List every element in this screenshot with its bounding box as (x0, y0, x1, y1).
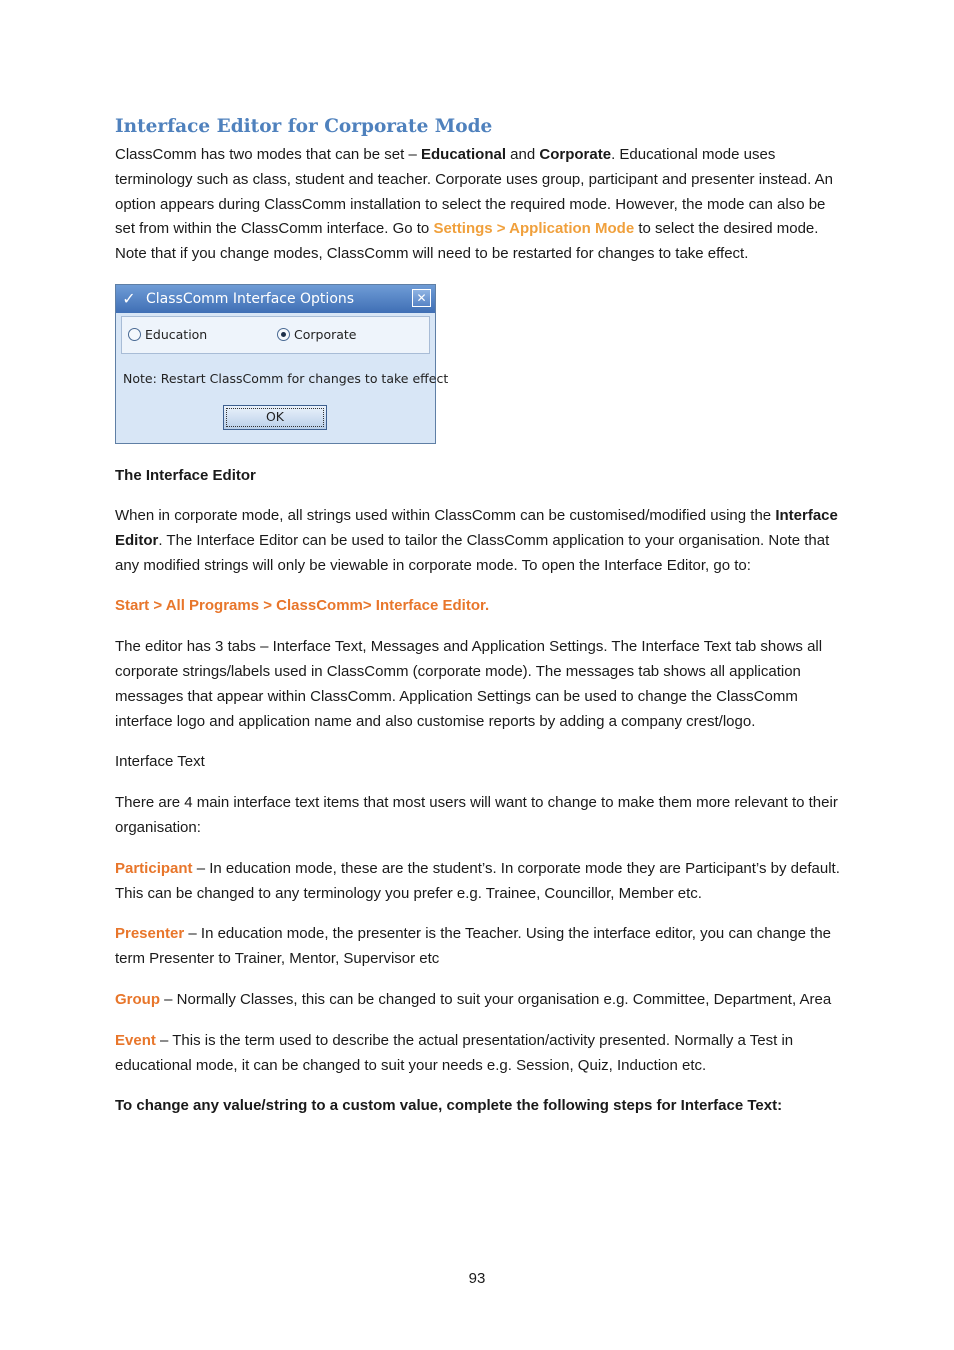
item-participant (115, 857, 843, 907)
radio-education-label: Education (145, 326, 208, 342)
editor-bold: Interface Editor (115, 506, 838, 549)
item-desc: – In education mode, the presenter is the Teacher. Using the interface editor, you can change the term Presenter to Trainer, Mentor, Supervisor etc (115, 925, 832, 968)
item-presenter (115, 922, 843, 972)
item-group (115, 988, 843, 1013)
check-icon: ✓ (122, 288, 136, 308)
steps-heading: To change any value/string to a custom value, complete the following steps for Interface Text: (115, 1097, 783, 1115)
close-icon[interactable]: ✕ (412, 289, 431, 307)
page-number: 93 (468, 1270, 486, 1287)
section-heading: Interface Editor for Corporate Mode (115, 116, 493, 137)
dialog-titlebar (116, 285, 435, 313)
start-menu-path: Start > All Programs > ClassComm> Interface Editor. (115, 597, 490, 615)
item-desc: – This is the term used to describe the actual presentation/activity presented. Normally a Test in educational mode, it can be changed to suit your needs e.g. Session, Quiz, Induction etc. (115, 1031, 794, 1074)
tabs-paragraph: The editor has 3 tabs – Interface Text, Messages and Application Settings. The Interface Text tab shows all corporate strings/labels used in ClassComm (corporate mode). The messages tab shows all application messages that appear within ClassComm. Application Settings can be used to change the ClassComm interface logo and application name and also customise reports by adding a company crest/logo. (115, 638, 823, 730)
interface-text-label: Interface Text (115, 753, 205, 771)
items-intro: There are 4 main interface text items that most users will want to change to make them more relevant to their organisation: (115, 794, 838, 836)
editor-heading: The Interface Editor (115, 466, 256, 484)
restart-note: Note: Restart ClassComm for changes to take effect (123, 370, 449, 386)
editor-paragraph (115, 504, 843, 578)
item-event (115, 1029, 843, 1079)
radio-option-corporate[interactable] (277, 327, 357, 342)
item-desc: – In education mode, these are the student’s. In corporate mode they are Participant’s by default. This can be changed to any terminology you prefer e.g. Trainee, Councillor, Member etc. (115, 859, 840, 902)
dialog-title: ClassComm Interface Options (146, 290, 355, 307)
ok-button[interactable]: OK (223, 405, 327, 430)
intro-text: ClassComm has two modes that can be set – (115, 146, 421, 163)
item-term: Event (115, 1031, 156, 1049)
radio-corporate-label: Corporate (294, 326, 357, 342)
intro-text: and (506, 146, 540, 163)
radio-option-education[interactable] (128, 327, 207, 342)
intro-paragraph (115, 143, 843, 267)
item-desc: – Normally Classes, this can be changed to suit your organisation e.g. Committee, Department, Area (160, 990, 832, 1008)
item-term: Presenter (115, 925, 185, 943)
radio-corporate[interactable] (277, 328, 290, 341)
intro-corporate: Corporate (539, 146, 612, 163)
item-term: Participant (115, 859, 193, 877)
radio-education[interactable] (128, 328, 141, 341)
intro-text: to select the desired mode. Note that if you change modes, ClassComm will need to be restarted for changes to take effect. (115, 220, 819, 263)
interface-options-dialog (115, 284, 449, 444)
document-page (115, 113, 843, 1119)
editor-text: When in corporate mode, all strings used within ClassComm can be customised/modified using the (115, 506, 776, 524)
editor-text: . The Interface Editor can be used to tailor the ClassComm application to your organisation. Note that any modified strings will only be viewable in corporate mode. To open the Interface Editor, go to: (115, 531, 830, 574)
intro-text: . Educational mode uses terminology such as class, student and teacher. Corporate uses group, participant and presenter instead. An option appears during ClassComm installation to select the required mode. However, the mode can also be set from within the ClassComm interface. Go to (115, 146, 833, 238)
intro-educational: Educational (420, 146, 506, 163)
item-term: Group (115, 990, 160, 1008)
settings-path: Settings > Application Mode (433, 220, 635, 238)
mode-radio-group (121, 316, 430, 354)
